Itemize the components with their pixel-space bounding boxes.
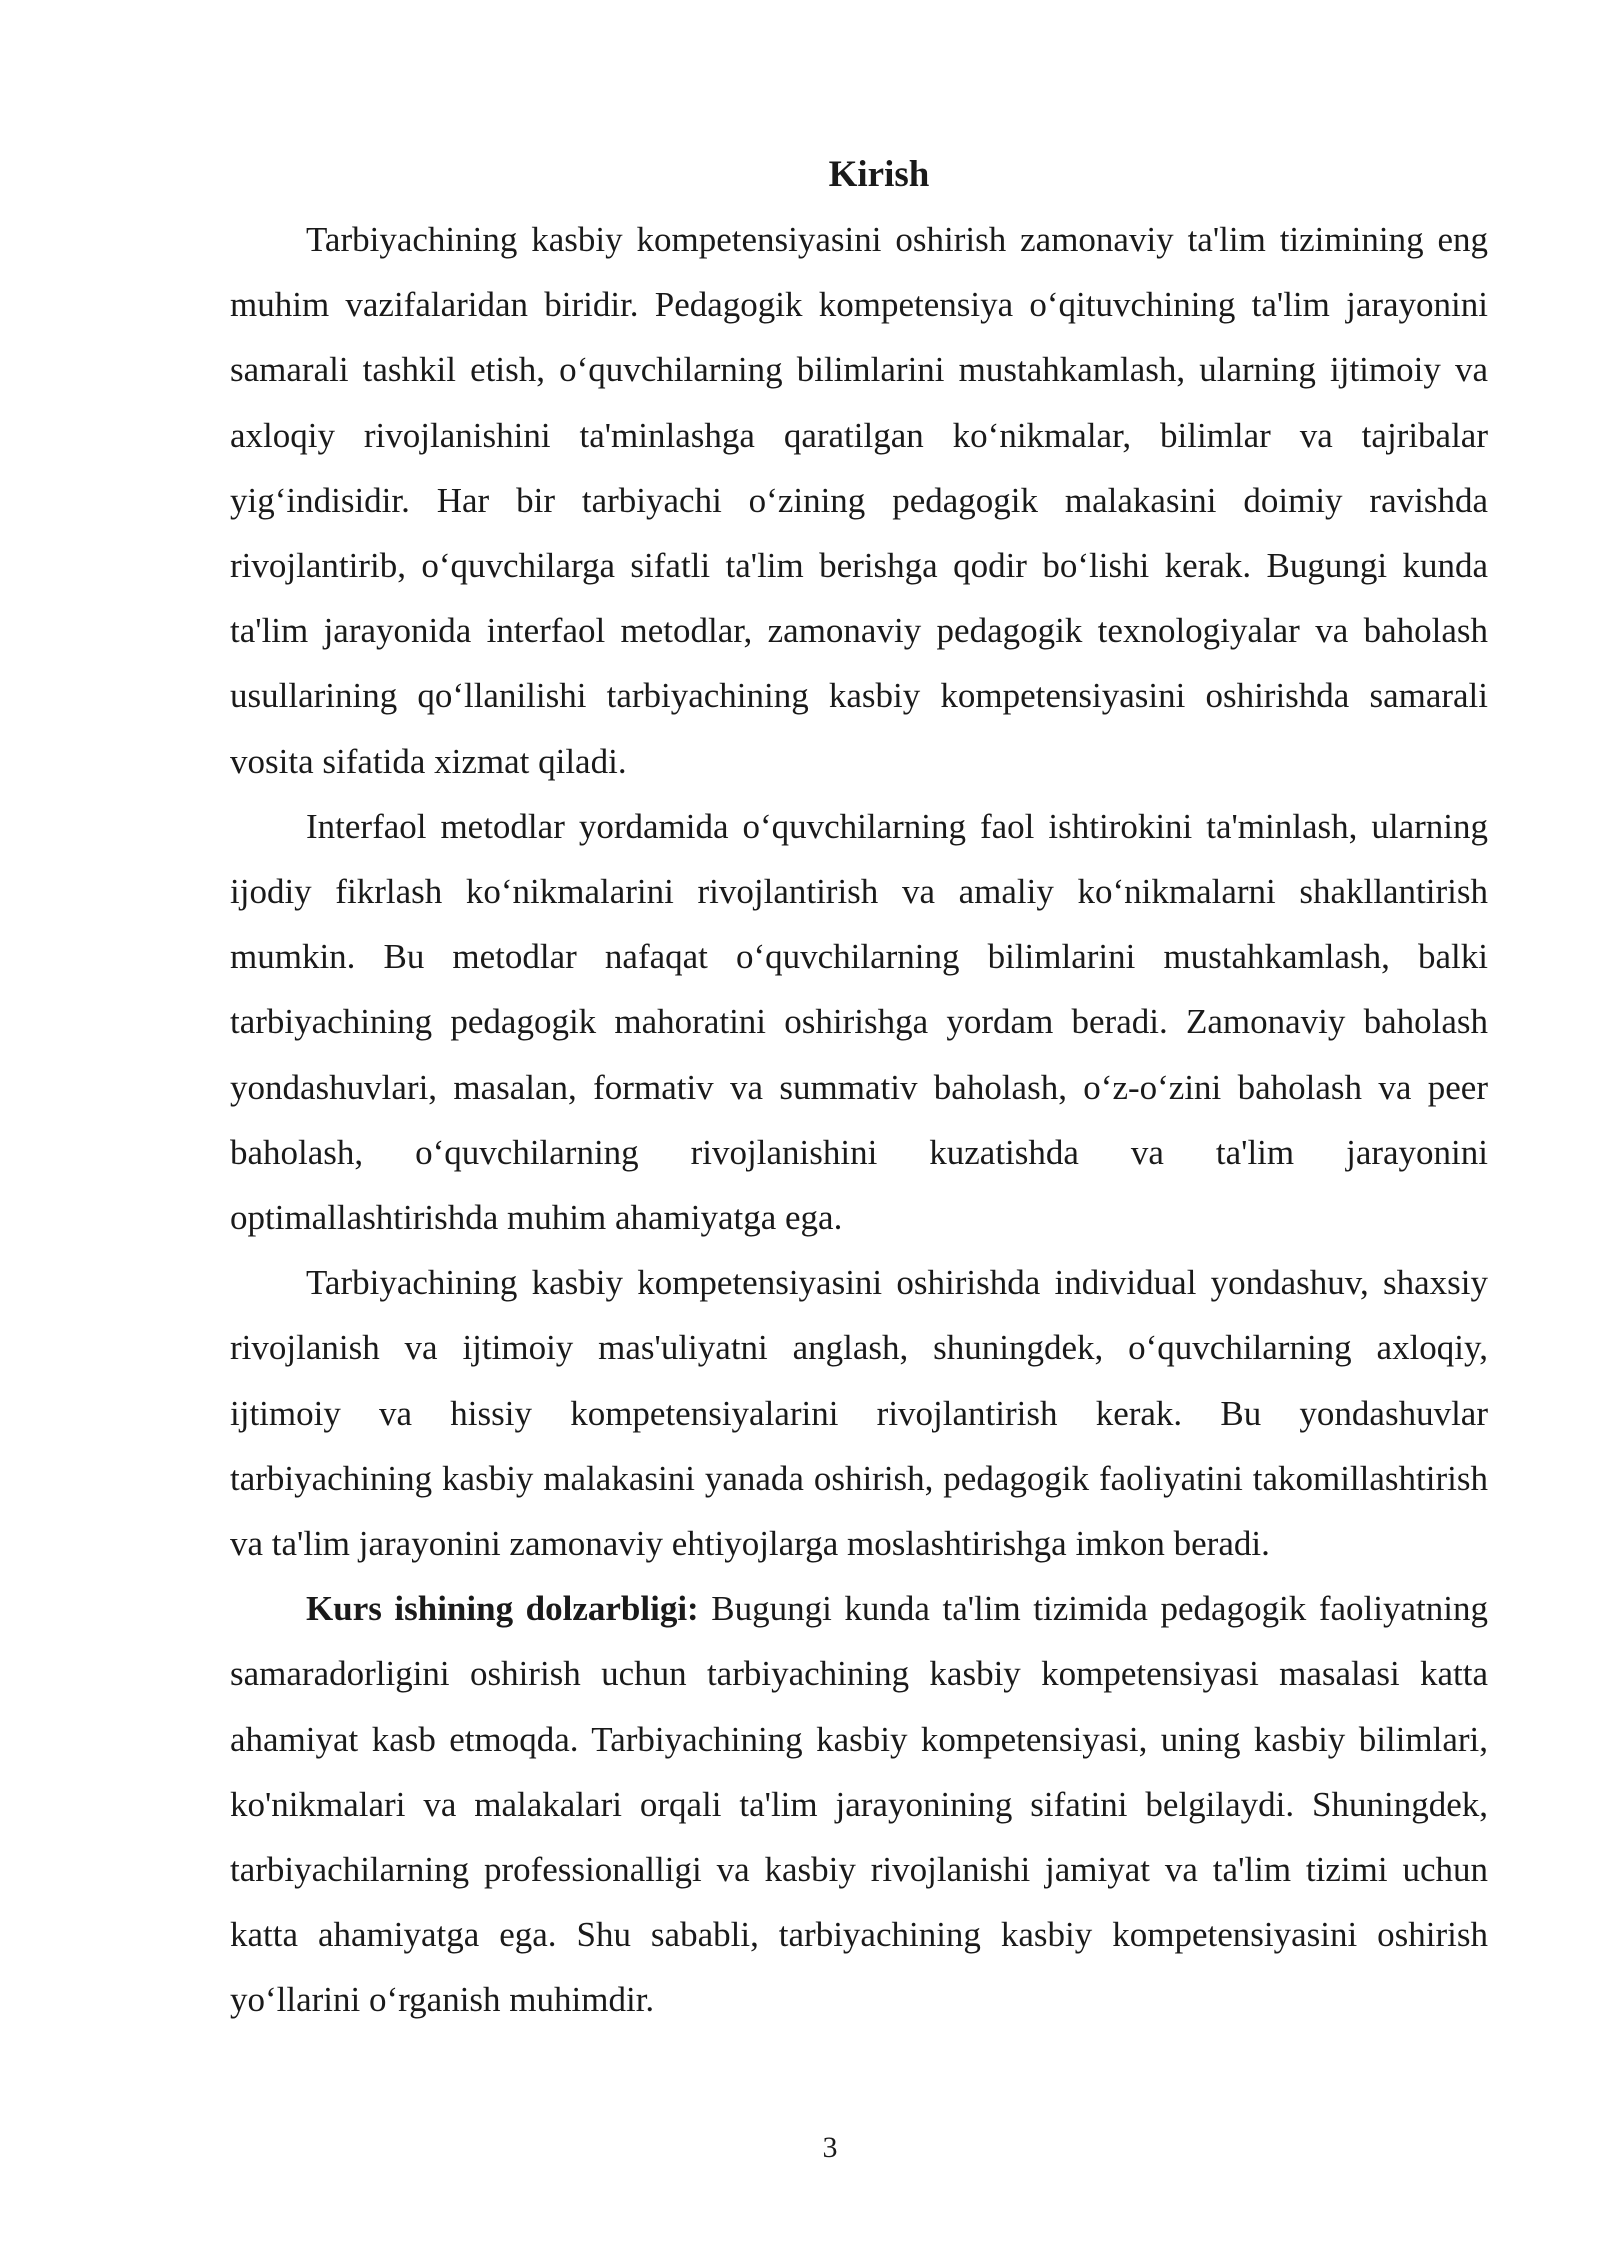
page-content <box>230 145 1488 2033</box>
paragraph-4-text: Bugungi kunda ta'lim tizimida pedagogik faoliyatning samaradorligini oshirish uchun tarbiyachining kasbiy kompetensiyasi masalasi katta ahamiyat kasb etmoqda. Tarbiyachining kasbiy kompetensiyasi, uning kasbiy bilimlari, ko'nikmalari va malakalari orqali ta'lim jarayonining sifatini belgilaydi. Shuningdek, tarbiyachilarning professionalligi va kasbiy rivojlanishi jamiyat va ta'lim tizimi uchun katta ahamiyatga ega. Shu sababli, tarbiyachining kasbiy kompetensiyasini oshirish yo‘llarini o‘rganish muhimdir. <box>230 1589 1488 2020</box>
paragraph-2-text: Interfaol metodlar yordamida o‘quvchilarning faol ishtirokini ta'minlash, ularning ijodiy fikrlash ko‘nikmalarini rivojlantirish va amaliy ko‘nikmalarni shakllantirish mumkin. Bu metodlar nafaqat o‘quvchilarning bilimlarini mustahkamlash, balki tarbiyachining pedagogik mahoratini oshirishga yordam beradi. Zamonaviy baholash yondashuvlari, masalan, formativ va summativ baholash, o‘z-o‘zini baholash va peer baholash, o‘quvchilarning rivojlanishini kuzatishda va ta'lim jarayonini optimallashtirishda muhim ahamiyatga ega. <box>230 806 1488 1238</box>
page-number: 3 <box>822 2131 838 2164</box>
paragraph-4 <box>230 1576 1488 2032</box>
paragraph-4-lead: Kurs ishining dolzarbligi: <box>306 1589 699 1629</box>
paragraph-2 <box>230 794 1488 1250</box>
section-heading: Kirish <box>828 154 930 195</box>
paragraph-3 <box>230 1250 1488 1576</box>
paragraph-1-text: Tarbiyachining kasbiy kompetensiyasini oshirish zamonaviy ta'lim tizimining eng muhim vazifalaridan biridir. Pedagogik kompetensiya o‘qituvchining ta'lim jarayonini samarali tashkil etish, o‘quvchilarning bilimlarini mustahkamlash, ularning ijtimoiy va axloqiy rivojlanishini ta'minlashga qaratilgan ko‘nikmalar, bilimlar va tajribalar yig‘indisidir. Har bir tarbiyachi o‘zining pedagogik malakasini doimiy ravishda rivojlantirib, o‘quvchilarga sifatli ta'lim berishga qodir bo‘lishi kerak. Bugungi kunda ta'lim jarayonida interfaol metodlar, zamonaviy pedagogik texnologiyalar va baholash usullarining qo‘llanilishi tarbiyachining kasbiy kompetensiyasini oshirishda samarali vosita sifatida xizmat qiladi. <box>230 220 1488 781</box>
paragraph-3-text: Tarbiyachining kasbiy kompetensiyasini oshirishda individual yondashuv, shaxsiy rivojlanish va ijtimoiy mas'uliyatni anglash, shuningdek, o‘quvchilarning axloqiy, ijtimoiy va hissiy kompetensiyalarini rivojlantirish kerak. Bu yondashuvlar tarbiyachining kasbiy malakasini yanada oshirish, pedagogik faoliyatini takomillashtirish va ta'lim jarayonini zamonaviy ehtiyojlarga moslashtirishga imkon beradi. <box>230 1263 1488 1564</box>
paragraph-1 <box>230 207 1488 794</box>
